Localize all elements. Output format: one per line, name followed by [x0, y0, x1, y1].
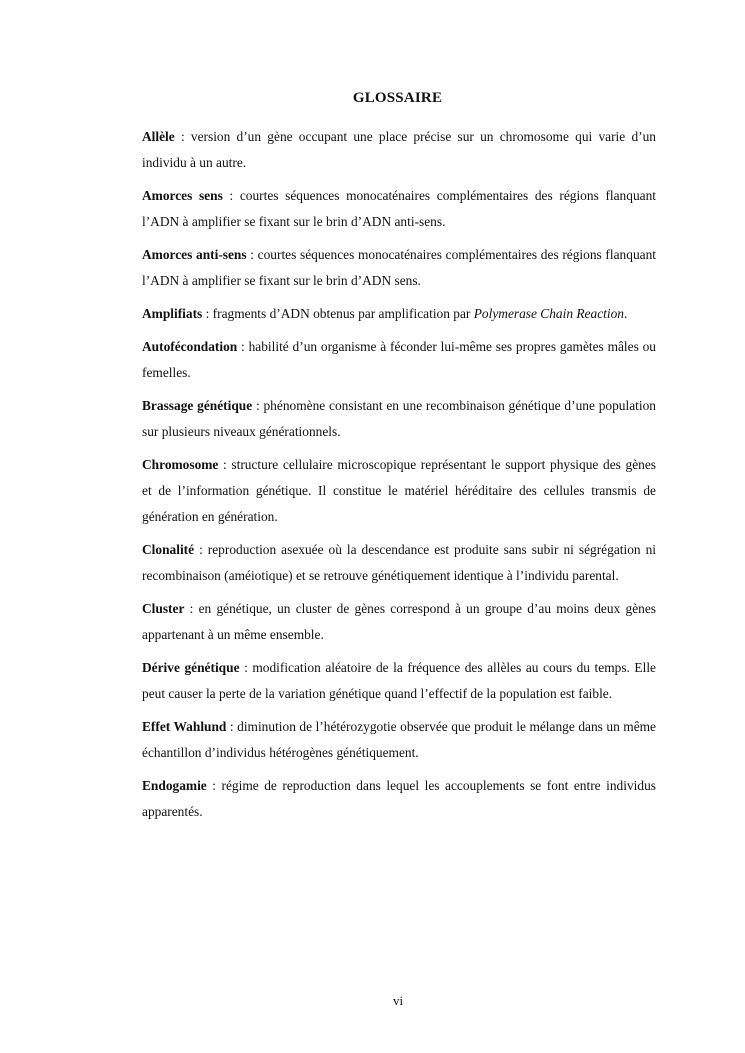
- glossary-definition: : reproduction asexuée où la descendance est produite sans subir ni ségrégation ni recombinaison (améiotique) et se retrouve génétiquement identique à l’individu parental.: [142, 542, 656, 583]
- glossary-definition: : modification aléatoire de la fréquence des allèles au cours du temps. Elle peut causer la perte de la variation génétique quand l’effectif de la population est faible.: [142, 660, 656, 701]
- glossary-term: Endogamie: [142, 778, 207, 793]
- glossary-definition: : régime de reproduction dans lequel les accouplements se font entre individus apparentés.: [142, 778, 656, 819]
- glossary-definition: : en génétique, un cluster de gènes correspond à un groupe d’au moins deux gènes appartenant à un même ensemble.: [142, 601, 656, 642]
- page-title: GLOSSAIRE: [352, 90, 443, 106]
- glossary-definition: : phénomène consistant en une recombinaison génétique d’une population sur plusieurs niveaux générationnels.: [142, 398, 656, 439]
- glossary-entry: [142, 596, 656, 648]
- page-number: vi: [392, 993, 404, 1008]
- glossary-entry: [142, 452, 656, 530]
- glossary-definition: : fragments d’ADN obtenus par amplification par: [202, 306, 474, 321]
- glossary-term: Dérive génétique: [142, 660, 240, 675]
- glossary-entry: [142, 334, 656, 386]
- glossary-term: Allèle: [142, 129, 175, 144]
- glossary-term: Brassage génétique: [142, 398, 253, 413]
- glossary-term: Autofécondation: [142, 339, 238, 354]
- glossary-term: Amorces sens: [142, 188, 223, 203]
- glossary-entry: [142, 655, 656, 707]
- glossary-definition: : structure cellulaire microscopique représentant le support physique des gènes et de l’information génétique. Il constitue le matériel héréditaire des cellules transmis de génération en génération.: [142, 457, 656, 524]
- glossary-entry: [142, 183, 656, 235]
- glossary-definition: : habilité d’un organisme à féconder lui-même ses propres gamètes mâles ou femelles.: [142, 339, 656, 380]
- glossary-definition-end: .: [623, 306, 628, 321]
- glossary-entry: [142, 124, 656, 176]
- glossary-definition: : courtes séquences monocaténaires complémentaires des régions flanquant l’ADN à amplifier se fixant sur le brin d’ADN anti-sens.: [142, 188, 657, 229]
- glossary-definition: : version d’un gène occupant une place précise sur un chromosome qui varie d’un individu à un autre.: [142, 129, 656, 170]
- glossary-definition: : diminution de l’hétérozygotie observée que produit le mélange dans un même échantillon d’individus hétérogènes génétiquement.: [142, 719, 656, 760]
- glossary-entry: [142, 714, 656, 766]
- glossary-entry: [142, 393, 656, 445]
- glossary-entry: [142, 301, 656, 327]
- glossary-term: Amplifiats: [142, 306, 203, 321]
- glossary-definition: : courtes séquences monocaténaires complémentaires des régions flanquant l’ADN à amplifier se fixant sur le brin d’ADN sens.: [142, 247, 656, 288]
- glossary-term: Clonalité: [142, 542, 195, 557]
- glossary-entry: [142, 242, 656, 294]
- glossary-term: Cluster: [142, 601, 185, 616]
- glossary-term: Amorces anti-sens: [142, 247, 247, 262]
- glossary-entry: [142, 537, 656, 589]
- glossary-term: Chromosome: [142, 457, 219, 472]
- glossary-term: Effet Wahlund: [142, 719, 227, 734]
- glossary-entry: [142, 773, 656, 825]
- glossary-list: [142, 124, 656, 832]
- glossary-definition-italic: Polymerase Chain Reaction: [473, 306, 624, 321]
